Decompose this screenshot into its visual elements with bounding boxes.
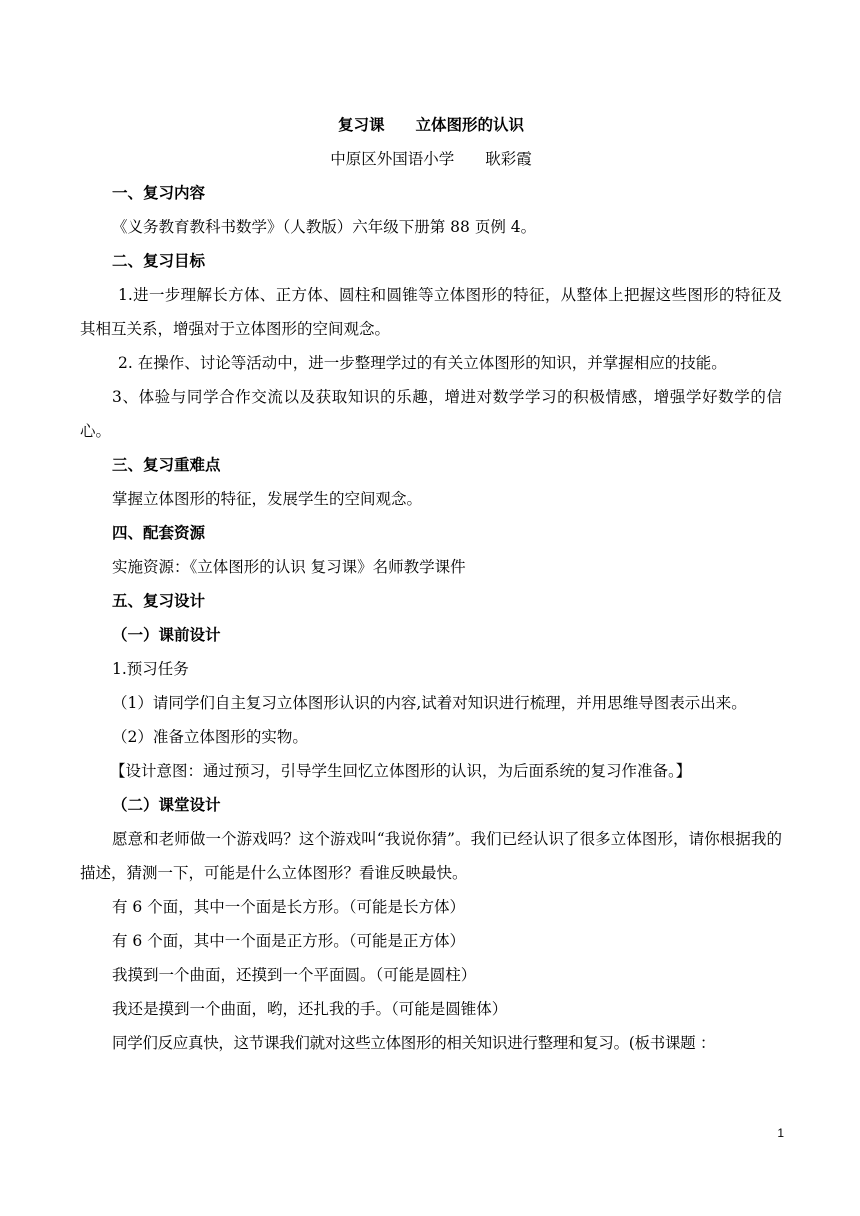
clue-4: 我还是摸到一个曲面，哟，还扎我的手。（可能是圆锥体） xyxy=(112,1000,508,1018)
preview-task-2: （2）准备立体图形的实物。 xyxy=(112,728,308,746)
preview-task-1: （1）请同学们自主复习立体图形认识的内容,试着对知识进行梳理，并用思维导图表示出来。 xyxy=(112,694,747,712)
game-intro-paragraph: 愿意和老师做一个游戏吗？这个游戏叫“我说你猜”。我们已经认识了很多立体图形，请你根据我的描述，猜测一下，可能是什么立体图形？看谁反映最快。 xyxy=(80,830,782,882)
clue-1: 有 6 个面，其中一个面是长方形。（可能是长方体） xyxy=(112,898,465,916)
subsection-heading-pre-class: （一）课前设计 xyxy=(112,625,221,644)
section-heading-content: 一、复习内容 xyxy=(112,183,206,202)
document-author: 中原区外国语小学 耿彩霞 xyxy=(330,150,532,168)
clue-3: 我摸到一个曲面，还摸到一个平面圆。（可能是圆柱） xyxy=(112,966,477,984)
section-heading-design: 五、复习设计 xyxy=(112,591,206,610)
document-title: 复习课 立体图形的认识 xyxy=(337,115,524,134)
preview-task-title: 1.预习任务 xyxy=(112,660,189,678)
document-body xyxy=(80,108,782,1060)
goal-paragraph-1: 1.进一步理解长方体、正方体、圆柱和圆锥等立体图形的特征，从整体上把握这些图形的特征及其相互关系，增强对于立体图形的空间观念。 xyxy=(80,286,782,338)
closing-paragraph: 同学们反应真快，这节课我们就对这些立体图形的相关知识进行整理和复习。(板书课题 ： xyxy=(112,1034,716,1052)
clue-2: 有 6 个面，其中一个面是正方形。（可能是正方体） xyxy=(112,932,465,950)
goal-paragraph-3: 3、体验与同学合作交流以及获取知识的乐趣，增进对数学学习的积极情感，增强学好数学的信心。 xyxy=(80,388,782,440)
subsection-heading-in-class: （二）课堂设计 xyxy=(112,795,221,814)
section-heading-resources: 四、配套资源 xyxy=(112,523,206,542)
section-body-content: 《义务教育教科书数学》（人教版）六年级下册第 88 页例 4。 xyxy=(112,218,537,236)
page-number: 1 xyxy=(777,1126,784,1140)
section-body-resources: 实施资源：《立体图形的认识 复习课》名师教学课件 xyxy=(112,558,466,576)
design-intent: 【设计意图：通过预习，引导学生回忆立体图形的认识，为后面系统的复习作准备。】 xyxy=(110,762,692,780)
goal-paragraph-2: 2. 在操作、讨论等活动中，进一步整理学过的有关立体图形的知识，并掌握相应的技能。 xyxy=(118,354,727,372)
section-heading-goals: 二、复习目标 xyxy=(112,251,206,270)
section-body-key-points: 掌握立体图形的特征，发展学生的空间观念。 xyxy=(112,490,423,508)
section-heading-key-points: 三、复习重难点 xyxy=(112,455,221,474)
